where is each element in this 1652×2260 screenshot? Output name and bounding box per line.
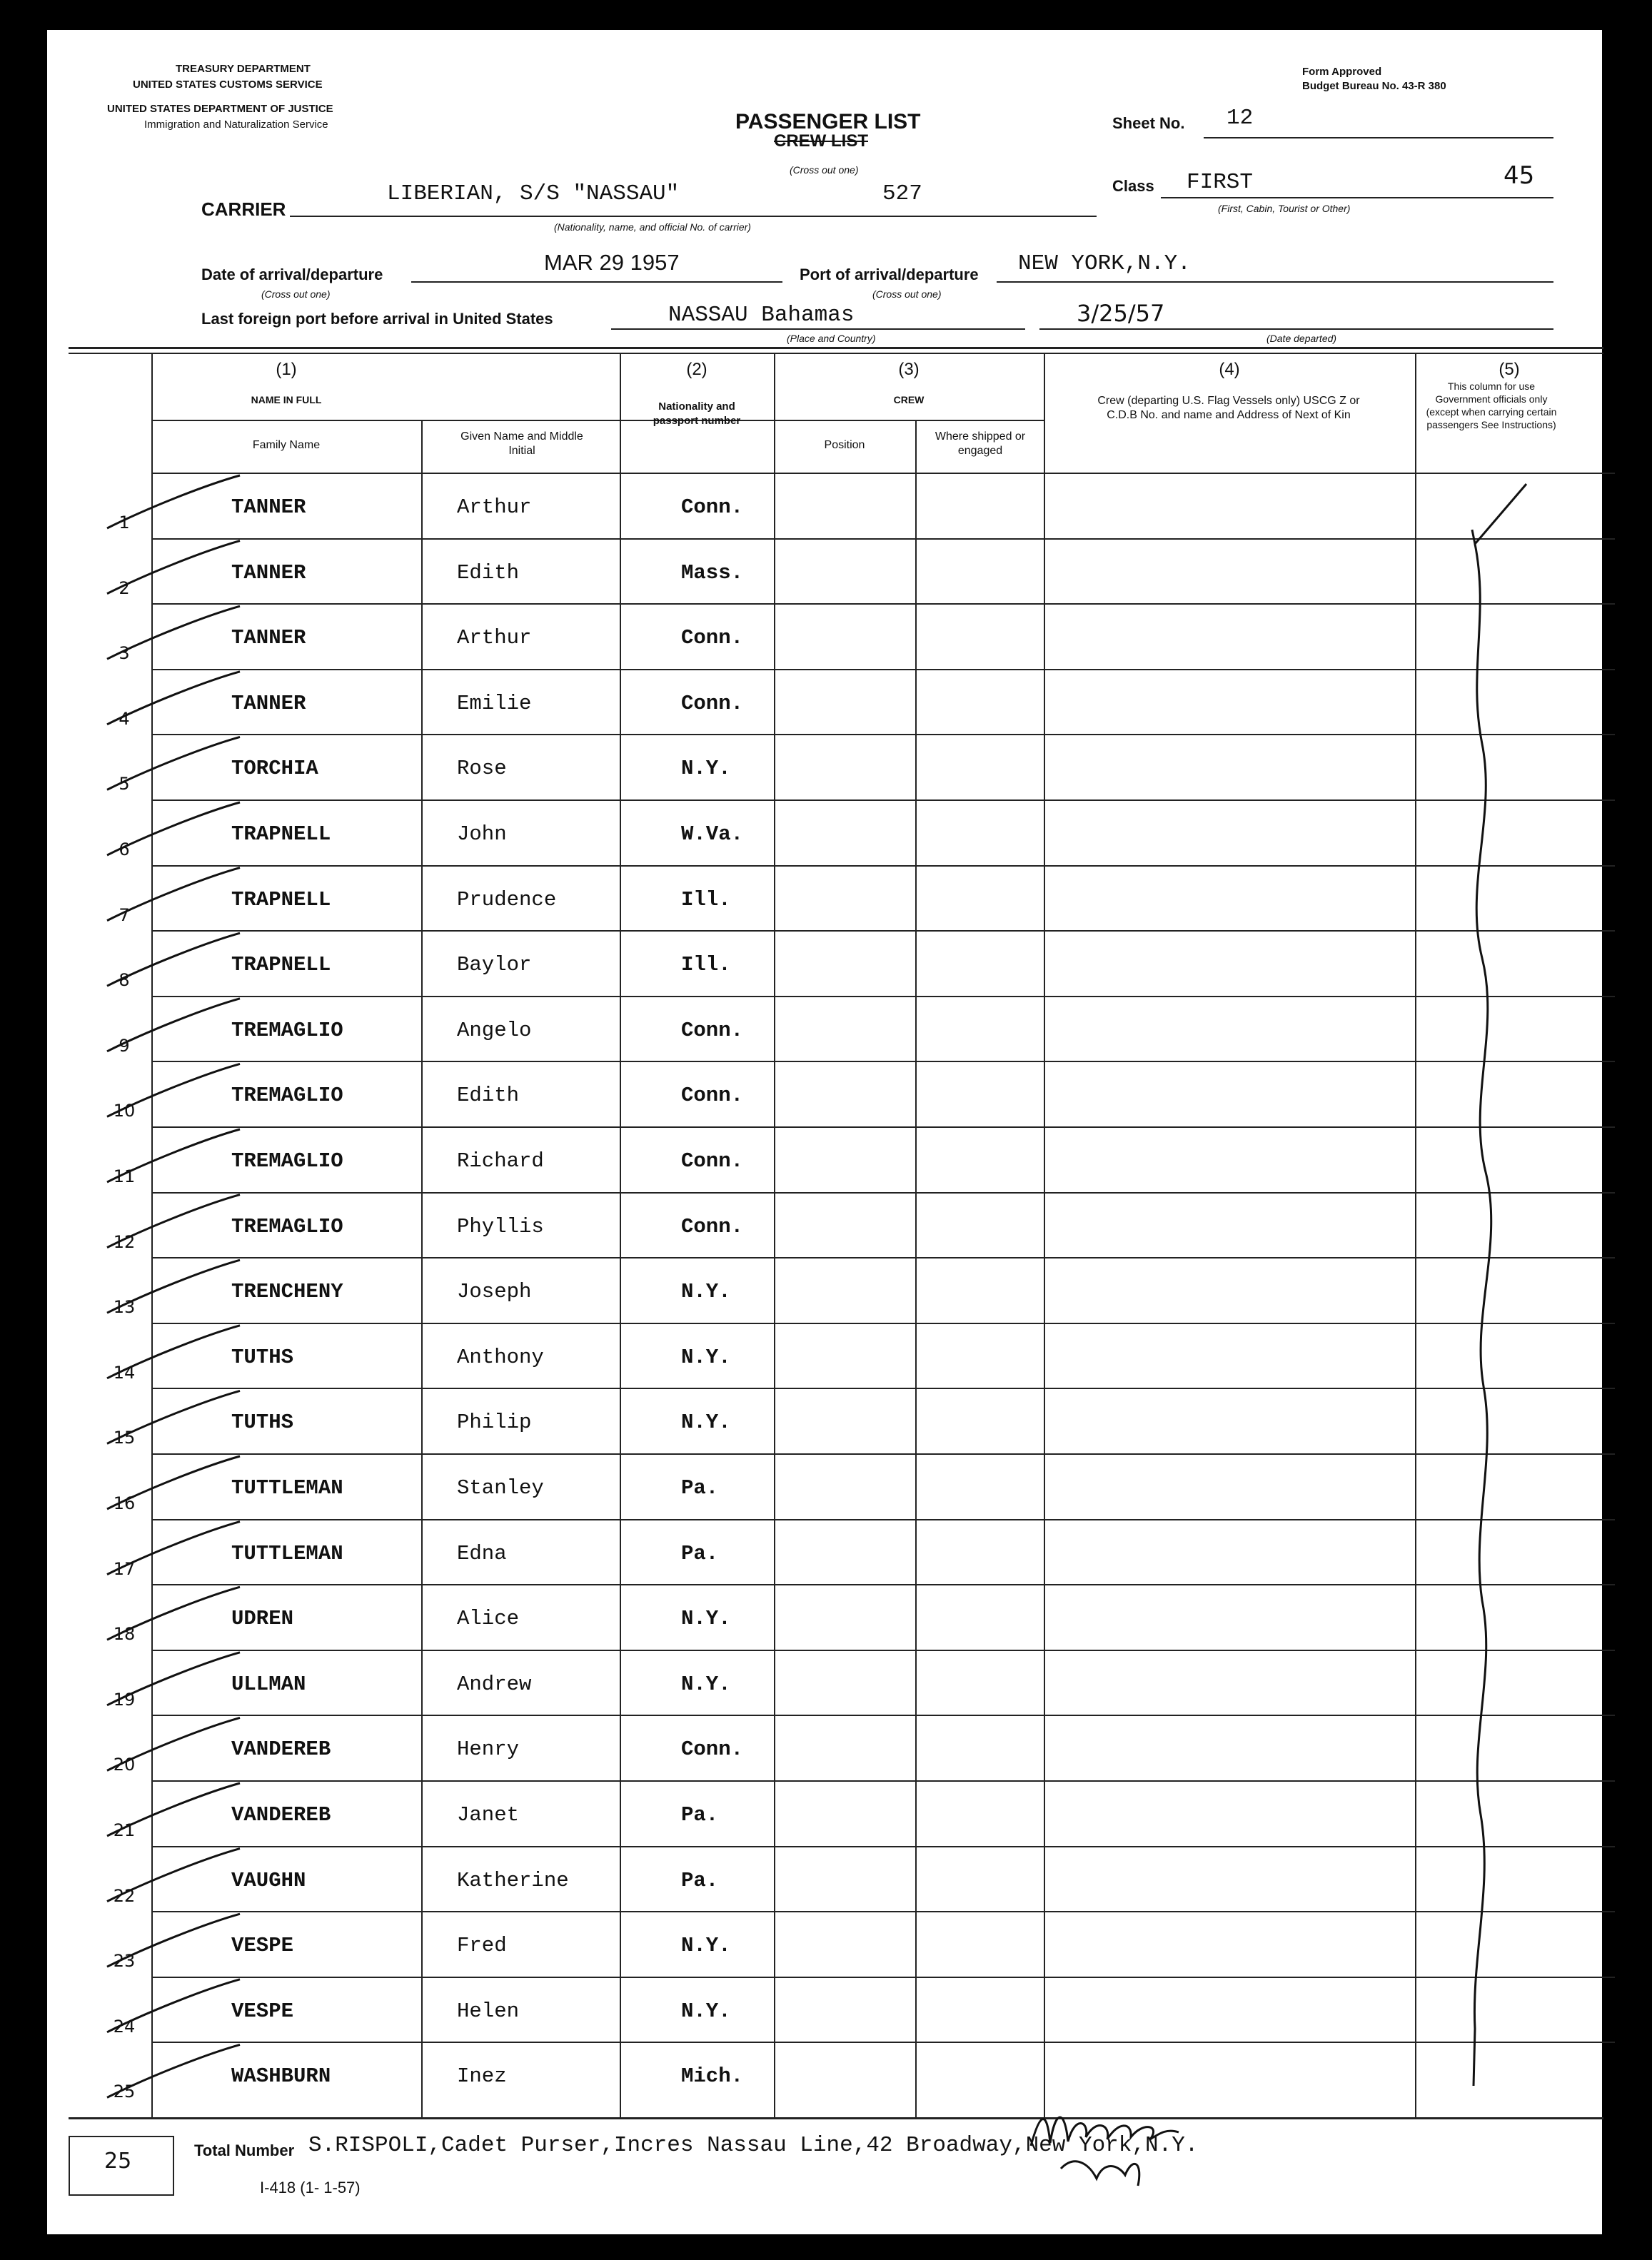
agency-line-4: Immigration and Naturalization Service [144,118,328,131]
family-name-cell: TRAPNELL [231,953,331,977]
last-port-date-caption: (Date departed) [1266,333,1337,344]
family-name-cell: TUTHS [231,1411,294,1435]
family-name-cell: TANNER [231,495,306,519]
nationality-cell: Conn. [681,691,744,715]
row-number: 22 [113,1885,136,1906]
family-name-cell: TREMAGLIO [231,1149,343,1173]
given-name-cell: Andrew [457,1672,532,1696]
family-name-cell: TREMAGLIO [231,1084,343,1108]
family-name-cell: TORCHIA [231,757,318,781]
carrier-label: CARRIER [201,198,286,220]
nationality-cell: Pa. [681,1868,719,1892]
family-name-cell: TUTTLEMAN [231,1476,343,1500]
given-name-cell: Anthony [457,1345,544,1369]
class-value: FIRST [1187,170,1254,195]
nationality-cell: Conn. [681,1084,744,1108]
given-name-cell: Katherine [457,1868,569,1892]
given-name-cell: Janet [457,1803,520,1827]
given-name-cell: Rose [457,757,507,781]
arrival-port-value: NEW YORK,N.Y. [1018,251,1191,276]
nationality-cell: W.Va. [681,822,744,846]
row-number: 11 [113,1166,136,1186]
row-number: 2 [119,577,130,598]
row-number: 23 [113,1951,136,1972]
nationality-cell: Conn. [681,1018,744,1042]
nationality-cell: N.Y. [681,1672,731,1696]
purser-signature-line: S.RISPOLI,Cadet Purser,Incres Nassau Line,42 Broadway,New York,N.Y. [308,2133,1199,2158]
family-name-cell: TANNER [231,626,306,650]
arrival-date-value: MAR 29 1957 [544,250,680,275]
given-name-cell: Prudence [457,887,557,912]
given-name-cell: Edith [457,1084,520,1108]
given-name-cell: Richard [457,1149,544,1173]
family-name-cell: VESPE [231,1934,294,1958]
last-port-label: Last foreign port before arrival in United States [201,310,553,328]
class-caption: (First, Cabin, Tourist or Other) [1218,203,1351,214]
given-name-cell: Baylor [457,953,532,977]
col1-title: NAME IN FULL [251,394,322,405]
nationality-cell: Conn. [681,1214,744,1239]
row-number: 17 [113,1558,136,1579]
family-name-cell: VANDEREB [231,1803,331,1827]
row-number: 10 [113,1101,136,1121]
given-name-cell: Edna [457,1541,507,1565]
nationality-cell: N.Y. [681,757,731,781]
nationality-cell: Pa. [681,1803,719,1827]
family-name-cell: TRAPNELL [231,822,331,846]
carrier-value: LIBERIAN, S/S "NASSAU" [387,181,680,206]
nationality-cell: Conn. [681,626,744,650]
carrier-official-no: 527 [882,181,922,206]
given-name-cell: Stanley [457,1476,544,1500]
nationality-cell: Pa. [681,1541,719,1565]
given-name-cell: Joseph [457,1280,532,1304]
given-name-cell: Helen [457,1999,520,2023]
row-number: 16 [113,1493,136,1513]
nationality-cell: Ill. [681,953,731,977]
given-name-cell: Phyllis [457,1214,544,1239]
row-number: 12 [113,1231,136,1252]
position-header: Position [824,439,865,451]
given-name-cell: Arthur [457,626,532,650]
family-name-cell: TUTHS [231,1345,294,1369]
family-name-cell: VANDEREB [231,1737,331,1762]
row-number: 1 [119,513,130,533]
family-name-cell: TREMAGLIO [231,1018,343,1042]
form-number: I-418 (1- 1-57) [260,2179,361,2196]
handwritten-signature [47,30,1602,2234]
family-name-cell: VAUGHN [231,1868,306,1892]
given-name-cell: Edith [457,560,520,585]
family-name-header: Family Name [252,439,321,451]
family-name-cell: TRAPNELL [231,887,331,912]
given-name-cell: Inez [457,2064,507,2089]
col2-title: Nationality and passport number [653,400,741,427]
nationality-cell: N.Y. [681,1411,731,1435]
sheet-label: Sheet No. [1112,114,1185,132]
last-port-caption: (Place and Country) [787,333,876,344]
where-shipped-header: Where shipped or engaged [935,430,1026,457]
arrival-date-caption: (Cross out one) [261,288,331,300]
passenger-list-title: PASSENGER LIST [735,110,921,133]
nationality-cell: N.Y. [681,1345,731,1369]
arrival-port-caption: (Cross out one) [872,288,942,300]
row-number: 25 [113,2082,136,2102]
form-approved: Form Approved [1302,66,1382,78]
row-number: 15 [113,1428,136,1448]
col3-number: (3) [898,360,920,379]
col5-number: (5) [1499,360,1520,379]
row-number: 13 [113,1297,136,1318]
nationality-cell: N.Y. [681,1999,731,2023]
agency-line-3: UNITED STATES DEPARTMENT OF JUSTICE [107,103,333,115]
given-name-header: Given Name and Middle Initial [460,430,583,457]
given-name-cell: John [457,822,507,846]
family-name-cell: TUTTLEMAN [231,1541,343,1565]
class-count: 45 [1504,161,1535,190]
given-name-cell: Arthur [457,495,532,519]
class-label: Class [1112,177,1154,195]
carrier-caption: (Nationality, name, and official No. of carrier) [554,221,751,233]
given-name-cell: Alice [457,1607,520,1631]
agency-line-1: TREASURY DEPARTMENT [176,63,311,75]
given-name-cell: Philip [457,1411,532,1435]
nationality-cell: Mich. [681,2064,744,2089]
sheet-number: 12 [1227,106,1254,131]
given-name-cell: Angelo [457,1018,532,1042]
family-name-cell: WASHBURN [231,2064,331,2089]
row-number: 19 [113,1689,136,1710]
family-name-cell: TANNER [231,560,306,585]
nationality-cell: Ill. [681,887,731,912]
given-name-cell: Henry [457,1737,520,1762]
col3-title: CREW [893,394,925,405]
nationality-cell: N.Y. [681,1934,731,1958]
family-name-cell: ULLMAN [231,1672,306,1696]
total-number-label: Total Number [194,2142,295,2159]
arrival-date-label: Date of arrival/departure [201,266,383,283]
passenger-list-form [47,30,1602,2234]
budget-bureau: Budget Bureau No. 43-R 380 [1302,80,1446,92]
nationality-cell: Conn. [681,495,744,519]
given-name-cell: Emilie [457,691,532,715]
agency-line-2: UNITED STATES CUSTOMS SERVICE [133,79,323,91]
row-number: 5 [119,774,130,794]
family-name-cell: VESPE [231,1999,294,2023]
nationality-cell: Pa. [681,1476,719,1500]
col4-title: Crew (departing U.S. Flag Vessels only) USCG Z or C.D.B No. and name and Address of Next of Kin [1097,395,1360,421]
row-number: 21 [113,1820,136,1840]
family-name-cell: UDREN [231,1607,294,1631]
row-number: 3 [119,643,130,664]
title-caption: (Cross out one) [790,164,859,176]
nationality-cell: Mass. [681,560,744,585]
arrival-port-label: Port of arrival/departure [800,266,979,283]
row-number: 4 [119,708,130,729]
family-name-cell: TANNER [231,691,306,715]
row-number: 7 [119,904,130,925]
nationality-cell: N.Y. [681,1280,731,1304]
given-name-cell: Fred [457,1934,507,1958]
nationality-cell: Conn. [681,1149,744,1173]
family-name-cell: TREMAGLIO [231,1214,343,1239]
row-number: 8 [119,970,130,991]
row-number: 18 [113,1624,136,1645]
row-number: 9 [119,1035,130,1056]
last-port-date: 3/25/57 [1077,300,1165,327]
row-number: 20 [113,1755,136,1775]
col1-number: (1) [276,360,297,379]
row-number: 14 [113,1362,136,1383]
family-name-cell: TRENCHENY [231,1280,343,1304]
col4-number: (4) [1219,360,1240,379]
total-box-value: 25 [104,2149,132,2174]
row-number: 24 [113,2016,136,2037]
col2-number: (2) [686,360,707,379]
nationality-cell: N.Y. [681,1607,731,1631]
nationality-cell: Conn. [681,1737,744,1762]
col5-title: This column for use Government officials only (except when carrying certain passengers See Instructions) [1426,380,1557,430]
row-number: 6 [119,839,130,859]
crew-list-title: CREW LIST [774,131,868,151]
last-port-value: NASSAU Bahamas [668,303,855,328]
